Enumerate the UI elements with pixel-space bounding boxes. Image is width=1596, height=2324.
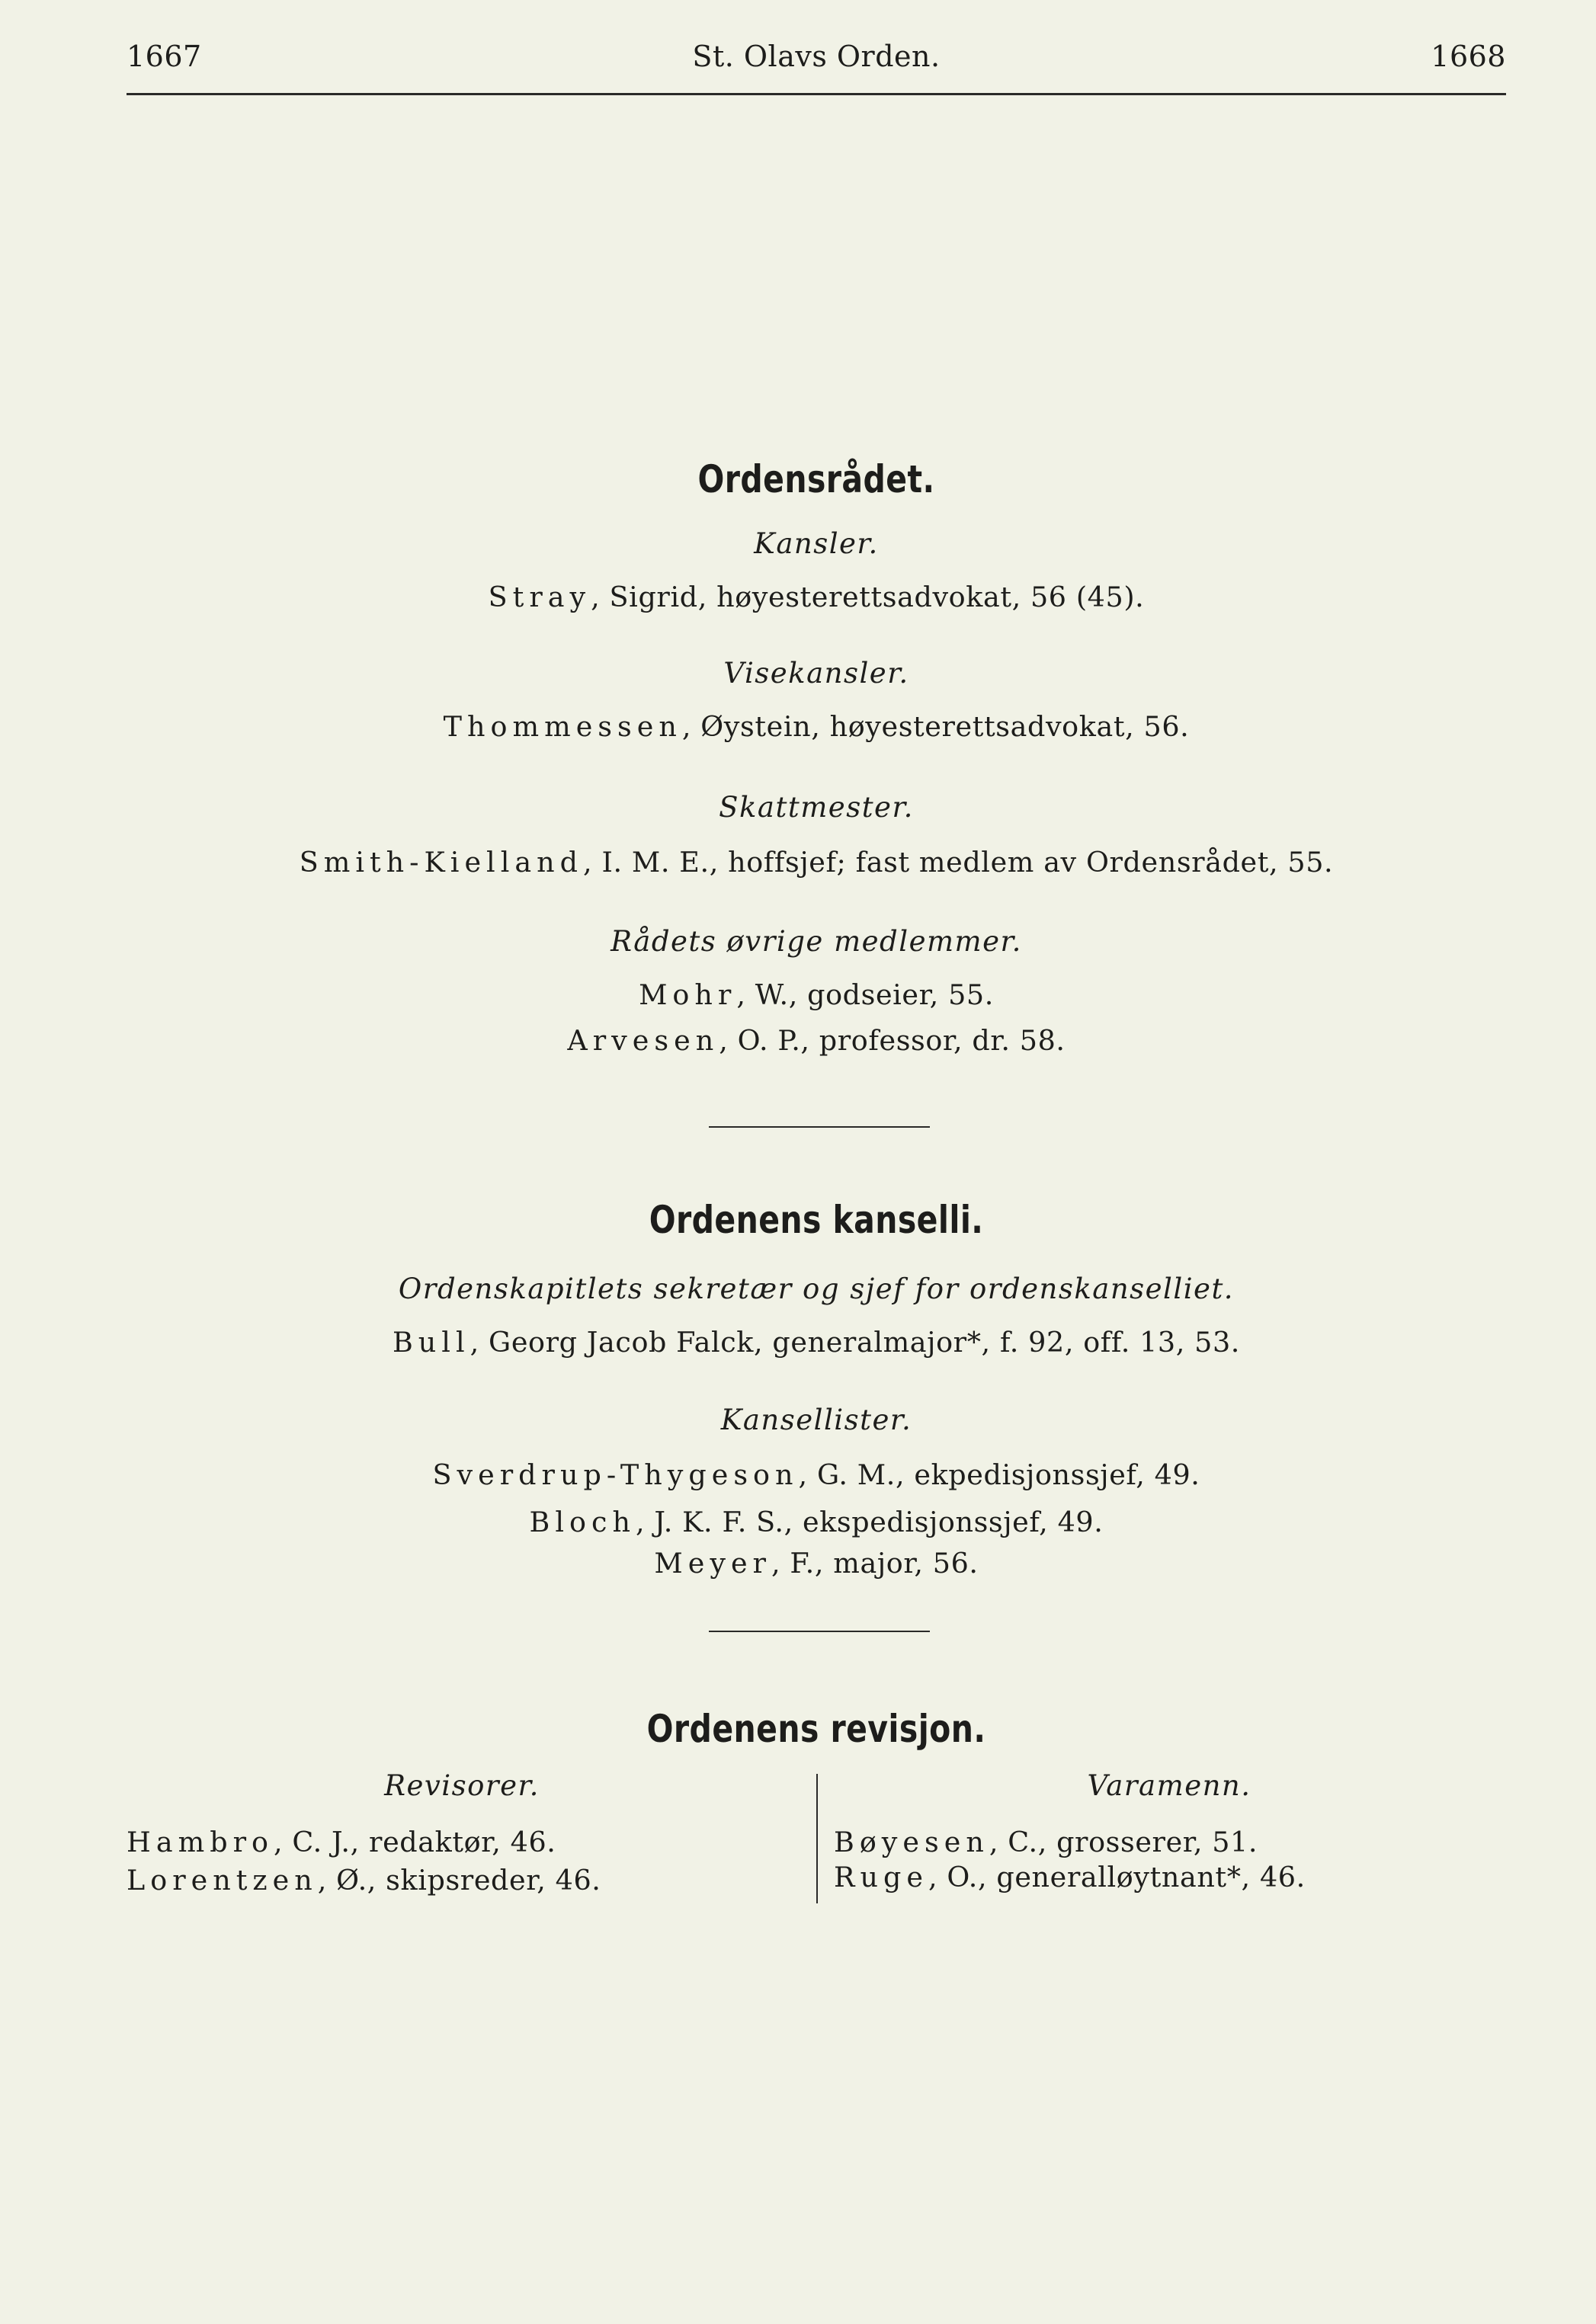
entry-name: Bøyesen <box>834 1826 989 1858</box>
entry-revisor-1 <box>127 1826 556 1858</box>
entry-details: , Sigrid, høyesterettsadvokat, 56 (45). <box>591 581 1145 613</box>
entry-varamann-2 <box>834 1861 1306 1893</box>
subhead-revisorer: Revisorer. <box>384 1769 540 1802</box>
entry-name: Meyer <box>654 1547 772 1580</box>
entry-details: , Georg Jacob Falck, generalmajor*, f. 92, off. 13, 53. <box>470 1326 1241 1359</box>
entry-revisor-2 <box>127 1864 601 1897</box>
entry-skattmester <box>127 846 1506 879</box>
section-divider <box>709 1631 930 1632</box>
section-divider <box>709 1126 930 1128</box>
entry-kansler <box>127 581 1506 613</box>
entry-name: Bloch <box>529 1506 636 1538</box>
entry-details: , J. K. F. S., ekspedisjonssjef, 49. <box>635 1506 1104 1538</box>
entry-name: Arvesen <box>567 1024 719 1057</box>
subhead-kansler: Kansler. <box>754 527 879 560</box>
entry-name: Bull <box>392 1326 470 1359</box>
section-title-ordensradet: Ordensrådet. <box>697 457 935 501</box>
entry-details: , G. M., ekpedisjonssjef, 49. <box>798 1458 1200 1491</box>
subhead-ovrige-medlemmer: Rådets øvrige medlemmer. <box>611 925 1022 958</box>
entry-kansellist-2 <box>127 1506 1506 1538</box>
entry-details: , W., godseier, 55. <box>736 978 994 1011</box>
entry-name: Mohr <box>639 978 737 1011</box>
entry-name: Ruge <box>834 1861 928 1893</box>
entry-name: Lorentzen <box>127 1864 318 1897</box>
entry-name: Sverdrup-Thygeson <box>432 1458 799 1491</box>
entry-details: , I. M. E., hoffsjef; fast medlem av Ordensrådet, 55. <box>583 846 1334 879</box>
subhead-skattmester: Skattmester. <box>719 791 914 824</box>
section-title-kanselli: Ordenens kanselli. <box>649 1198 984 1242</box>
entry-sekretaer <box>127 1326 1506 1359</box>
page-number-left: 1667 <box>127 40 202 73</box>
entry-details: , Øystein, høyesterettsadvokat, 56. <box>681 710 1190 743</box>
entry-name: Stray <box>488 581 591 613</box>
subhead-varamenn: Varamenn. <box>1087 1769 1251 1802</box>
running-header <box>127 40 1506 81</box>
entry-kansellist-3 <box>127 1547 1506 1580</box>
entry-details: , O. P., professor, dr. 58. <box>719 1024 1066 1057</box>
section-title-revisjon: Ordenens revisjon. <box>646 1707 986 1751</box>
column-divider <box>816 1774 818 1903</box>
entry-name: Smith-Kielland <box>299 846 584 879</box>
entry-ovrige-2 <box>127 1024 1506 1057</box>
entry-name: Thommessen <box>443 710 682 743</box>
entry-kansellist-1 <box>127 1458 1506 1491</box>
running-title: St. Olavs Orden. <box>692 40 941 73</box>
entry-details: , F., major, 56. <box>771 1547 979 1580</box>
entry-varamann-1 <box>834 1826 1258 1858</box>
page-number-right: 1668 <box>1431 40 1506 73</box>
subhead-kansellister: Kansellister. <box>720 1404 912 1436</box>
entry-details: , O., generalløytnant*, 46. <box>928 1861 1306 1893</box>
subhead-sekretaer: Ordenskapitlets sekretær og sjef for ordenskanselliet. <box>398 1272 1235 1305</box>
entry-details: , C., grosserer, 51. <box>989 1826 1258 1858</box>
entry-details: , C. J., redaktør, 46. <box>274 1826 556 1858</box>
entry-name: Hambro <box>127 1826 274 1858</box>
entry-visekansler <box>127 710 1506 743</box>
entry-details: , Ø., skipsreder, 46. <box>317 1864 601 1897</box>
subhead-visekansler: Visekansler. <box>723 657 909 690</box>
header-rule <box>127 93 1506 95</box>
entry-ovrige-1 <box>127 978 1506 1011</box>
